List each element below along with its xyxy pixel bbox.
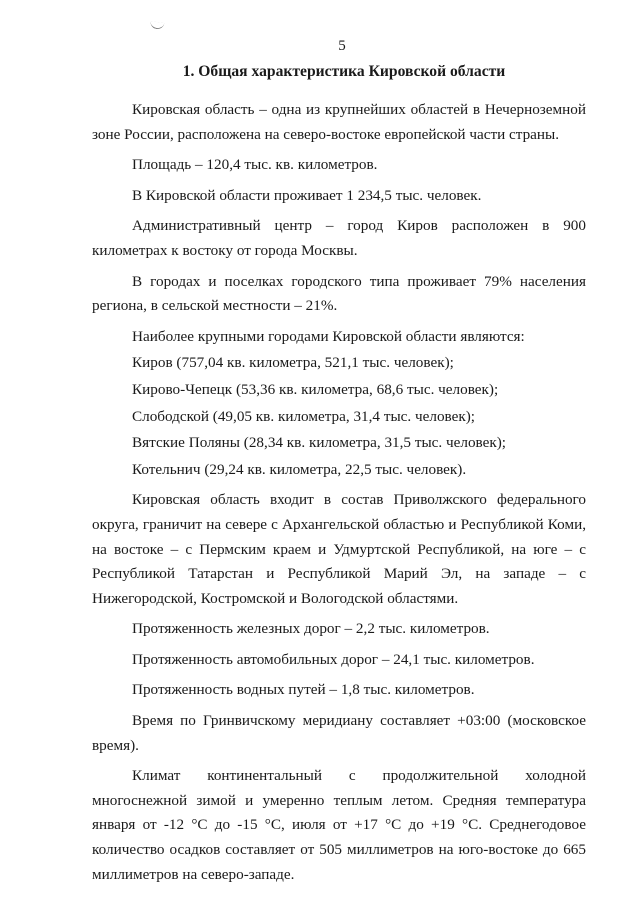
paragraph-urban-rural: В городах и поселках городского типа проживает 79% населения региона, в сельской местности – 21%.: [92, 272, 586, 315]
list-item-slobodskoy: Слободской (49,05 кв. километра, 31,4 тыс. человек);: [132, 407, 476, 425]
paragraph-timezone: Время по Гринвичскому меридиану составляет +03:00 (московское время).: [92, 712, 586, 754]
paragraph-area: Площадь – 120,4 тыс. кв. километров.: [132, 156, 378, 174]
paragraph-railways: Протяженность железных дорог – 2,2 тыс. километров.: [132, 620, 490, 638]
paragraph-intro: Кировская область – одна из крупнейших областей в Нечерноземной зоне России, расположена на северо-востоке европейской части страны.: [92, 101, 586, 143]
paragraph-population: В Кировской области проживает 1 234,5 тыс. человек.: [132, 186, 482, 204]
paragraph-admin-center: Административный центр – город Киров расположен в 900 километрах к востоку от города Москвы.: [92, 217, 586, 259]
document-body: [92, 60, 586, 893]
list-item-vyatskie-polyany: Вятские Поляны (28,34 кв. километра, 31,5 тыс. человек);: [132, 434, 507, 452]
paragraph-borders: Кировская область входит в состав Приволжского федерального округа, граничит на севере с Архангельской областью и Республикой Коми, на востоке – с Пермским краем и Удмуртской Республикой, на юге – с Республикой Татарстан и Республикой Марий Эл, на западе – с Нижегородской, Костромской и Вологодской областями.: [92, 491, 586, 607]
paragraph-largest-cities: Наиболее крупными городами Кировской области являются:: [132, 327, 525, 345]
list-item-kirov: Киров (757,04 кв. километра, 521,1 тыс. человек);: [132, 354, 454, 372]
scan-mark: [150, 21, 165, 30]
list-item-kotelnich: Котельнич (29,24 кв. километра, 22,5 тыс. человек).: [132, 460, 467, 478]
paragraph-waterways: Протяженность водных путей – 1,8 тыс. километров.: [132, 681, 475, 699]
paragraph-climate: Климат континентальный с продолжительной холодной многоснежной зимой и умеренно теплым летом. Средняя температура января от -12 °С до -15 °С, июля от +17 °С до +19 °С. Среднегодовое количество осадков составляет от 505 миллиметров на юго-востоке до 665 миллиметров на северо-западе.: [92, 767, 586, 883]
page-number: 5: [338, 38, 346, 54]
section-heading: 1. Общая характеристика Кировской области: [182, 63, 506, 80]
list-item-kirovo-chepetsk: Кирово-Чепецк (53,36 кв. километра, 68,6 тыс. человек);: [132, 380, 499, 398]
paragraph-roads: Протяженность автомобильных дорог – 24,1 тыс. километров.: [132, 650, 535, 668]
